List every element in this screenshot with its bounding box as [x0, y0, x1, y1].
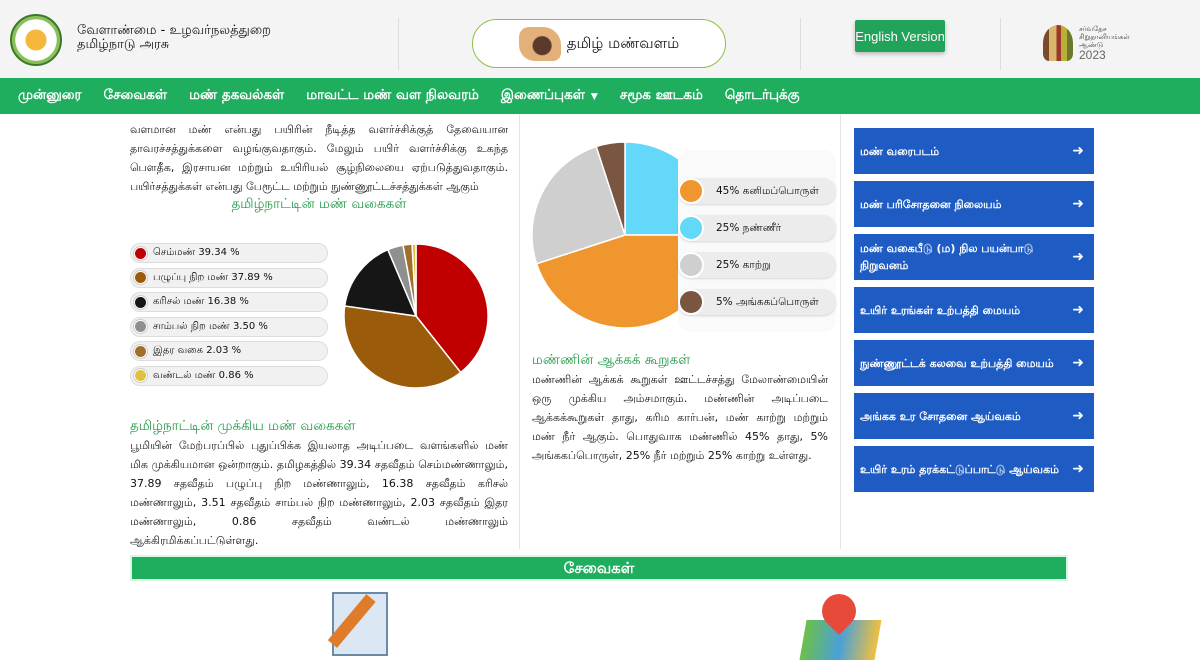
nav-district-soil[interactable]: மாவட்ட மண் வள நிலவரம்	[306, 87, 479, 103]
side-link-label: மண் பரிசோதனை நிலையம்	[860, 197, 1002, 211]
composition-title: மண்ணின் ஆக்கக் கூறுகள்	[532, 352, 691, 368]
millet-text: சிறுதானியங்கள்	[1079, 33, 1130, 41]
legend-item	[130, 366, 328, 386]
legend-label: 25% காற்று	[716, 258, 771, 271]
legend-item	[678, 252, 836, 278]
divider	[1000, 18, 1001, 70]
soil-types-pie-chart	[340, 240, 492, 392]
side-link-button[interactable]	[854, 287, 1094, 333]
department-name	[77, 24, 271, 52]
divider	[398, 18, 399, 70]
side-link-label: நுண்ணூட்டக் கலவை உற்பத்தி மையம்	[860, 356, 1054, 370]
composition-legend	[678, 150, 836, 332]
legend-label: கரிசல் மண் 16.38 %	[153, 296, 249, 307]
header	[0, 0, 1200, 78]
major-soils-section	[130, 418, 508, 550]
brand-logo[interactable]	[472, 19, 726, 68]
brand-title: தமிழ் மண்வளம்	[566, 33, 680, 52]
nav-services[interactable]: சேவைகள்	[103, 87, 168, 103]
composition-text: மண்ணின் ஆக்கக் கூறுகள் ஊட்டச்சத்து மேலாண்மையின் ஒரு முக்கிய அம்சமாகும். மண்ணின் அடிப்படை ஆக்கக்கூறுகள் தாது, கரிம கார்பன், மண் காற்று மற்றும் மண் நீர் ஆகும். பொதுவாக மண்ணில் 45% தாது, 5% அங்ககப்பொருள், 25% நீர் மற்றும் 25% காற்று உள்ளது.	[532, 373, 828, 462]
arrow-right-icon: ➜	[1072, 354, 1084, 371]
legend-item	[678, 215, 836, 241]
caret-down-icon: ▼	[590, 92, 598, 102]
nav-contact[interactable]: தொடர்புக்கு	[724, 87, 800, 103]
side-link-label: அங்கக உர சோதனை ஆய்வகம்	[860, 409, 1021, 423]
legend-label: செம்மண் 39.34 %	[153, 247, 240, 258]
major-soils-title: தமிழ்நாட்டின் முக்கிய மண் வகைகள்	[130, 418, 356, 434]
legend-swatch	[678, 215, 704, 241]
arrow-right-icon: ➜	[1072, 407, 1084, 424]
arrow-right-icon: ➜	[1072, 248, 1084, 265]
side-link-label: உயிர் உரங்கள் உற்பத்தி மையம்	[860, 303, 1021, 317]
side-link-button[interactable]	[854, 393, 1094, 439]
legend-item	[130, 243, 328, 263]
legend-label: பழுப்பு நிற மண் 37.89 %	[153, 271, 273, 283]
english-version-button[interactable]: English Version	[855, 20, 945, 52]
major-soils-text: பூமியின் மேற்பரப்பில் புதுப்பிக்க இயலாத அடிப்படை வளங்களில் மண் மிக முக்கியமான ஒன்றாகும். தமிழகத்தில் 39.34 சதவீதம் செம்மண்ணாலும், 37.89 சதவீதம் பழுப்பு நிற மண்ணாலும், 16.38 சதவீதம் கரிசல் மண்ணாலும், 3.51 சதவீதம் சாம்பல் நிற மண்ணாலும், 2.03 சதவீதம் இதர மண்ணாலும், 0.86 சதவீதம் வண்டல் மண்ணாலும் ஆக்கிரமிக்கப்பட்டுள்ளது.	[130, 439, 508, 547]
side-links	[854, 128, 1094, 499]
legend-swatch	[134, 345, 147, 358]
tn-emblem-logo	[10, 14, 62, 66]
legend-swatch	[678, 178, 704, 204]
millet-text: சர்வதேச	[1079, 25, 1107, 33]
legend-swatch	[134, 296, 147, 309]
side-link-button[interactable]	[854, 234, 1094, 280]
legend-swatch	[134, 247, 147, 260]
legend-item	[130, 268, 328, 288]
divider	[519, 114, 520, 549]
soil-types-legend	[130, 243, 328, 390]
millet-icon	[1043, 25, 1073, 61]
nav-intro[interactable]: முன்னுரை	[18, 87, 82, 103]
legend-item	[678, 178, 836, 204]
millet-year-logo	[1043, 25, 1130, 61]
nav-links-label: இணைப்புகள்	[500, 87, 585, 103]
legend-label: 25% நண்ணீர்	[716, 221, 782, 234]
side-link-button[interactable]	[854, 128, 1094, 174]
legend-swatch	[678, 252, 704, 278]
legend-label: சாம்பல் நிற மண் 3.50 %	[153, 320, 268, 332]
millet-text: ஆண்டு	[1079, 41, 1104, 49]
legend-label: வண்டல் மண் 0.86 %	[153, 369, 254, 381]
legend-item	[130, 341, 328, 361]
arrow-right-icon: ➜	[1072, 195, 1084, 212]
legend-item	[130, 317, 328, 337]
legend-label: 45% கனிமப்பொருள்	[716, 184, 819, 197]
side-link-label: மண் வகைபீடு (ம) நில பயன்பாடு நிறுவனம்	[860, 242, 1034, 272]
side-link-label: உயிர் உரம் தரக்கட்டுப்பாட்டு ஆய்வகம்	[860, 462, 1059, 476]
legend-swatch	[134, 271, 147, 284]
side-link-button[interactable]	[854, 340, 1094, 386]
nav-links[interactable]	[501, 87, 598, 105]
intro-section	[130, 120, 508, 214]
side-link-button[interactable]	[854, 181, 1094, 227]
divider	[840, 114, 841, 549]
legend-item	[130, 292, 328, 312]
soil-types-title: தமிழ்நாட்டின் மண் வகைகள்	[231, 196, 407, 212]
nav-soil-info[interactable]: மண் தகவல்கள்	[189, 87, 285, 103]
arrow-right-icon: ➜	[1072, 142, 1084, 159]
divider	[800, 18, 801, 70]
side-link-label: மண் வரைபடம்	[860, 144, 940, 158]
legend-label: இதர வகை 2.03 %	[153, 345, 242, 356]
nav-social[interactable]: சமூக ஊடகம்	[619, 87, 703, 103]
dept-line1: வேளாண்மை - உழவர்நலத்துறை	[77, 23, 271, 38]
main-nav	[0, 78, 1200, 114]
soil-hands-icon	[519, 27, 561, 61]
services-heading: சேவைகள்	[130, 555, 1068, 581]
composition-section	[532, 352, 828, 465]
legend-swatch	[134, 369, 147, 382]
arrow-right-icon: ➜	[1072, 301, 1084, 318]
legend-item	[678, 289, 836, 315]
millet-year: 2023	[1079, 48, 1106, 62]
intro-text: வளமான மண் என்பது பயிரின் நீடித்த வளர்ச்சிக்குத் தேவையான தாவரச்சத்துக்களை வழங்குவதாகும். மேலும் பயிர் வளர்ச்சிக்கு உகந்த பௌதீக, இரசாயன மற்றும் உயிரியல் சூழ்நிலையை ஏற்படுத்துவதாகும். பயிர்சத்துக்கள் என்பது பேரூட்ட மற்றும் நுண்ணூட்டச்சத்துக்கள் ஆகும்	[130, 123, 508, 193]
arrow-right-icon: ➜	[1072, 460, 1084, 477]
legend-swatch	[678, 289, 704, 315]
dept-line2: தமிழ்நாடு அரசு	[77, 37, 170, 52]
legend-label: 5% அங்ககப்பொருள்	[716, 295, 819, 308]
side-link-button[interactable]	[854, 446, 1094, 492]
legend-swatch	[134, 320, 147, 333]
